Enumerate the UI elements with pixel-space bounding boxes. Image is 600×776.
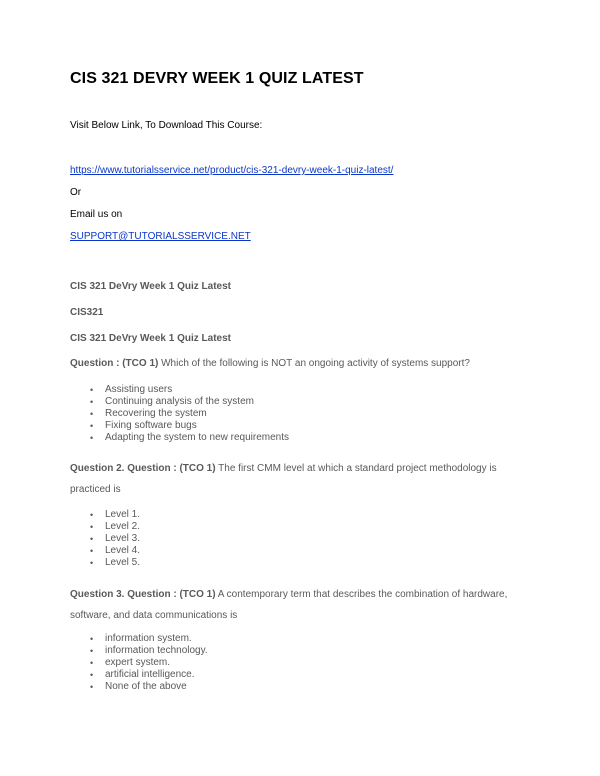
course-link[interactable]: https://www.tutorialsservice.net/product/cis-321-devry-week-1-quiz-latest/ xyxy=(70,165,394,176)
list-item: • expert system. xyxy=(90,657,171,668)
support-email-link[interactable]: SUPPORT@TUTORIALSSERVICE.NET xyxy=(70,231,251,242)
bullet-icon: • xyxy=(90,670,94,680)
question-1-options xyxy=(90,384,289,444)
bullet-icon: • xyxy=(90,534,94,544)
question-2-label: Question 2. Question : (TCO 1) xyxy=(70,463,216,474)
course-code: CIS321 xyxy=(70,307,104,318)
bullet-icon: • xyxy=(90,385,94,395)
question-3-text: A contemporary term that describes the combination of hardware, xyxy=(215,589,508,600)
list-item: • Level 1. xyxy=(90,509,141,520)
list-item: • None of the above xyxy=(90,681,187,692)
list-item: • Fixing software bugs xyxy=(90,420,197,431)
bullet-icon: • xyxy=(90,546,94,556)
course-heading: CIS 321 DeVry Week 1 Quiz Latest xyxy=(70,281,232,292)
bullet-icon: • xyxy=(90,682,94,692)
list-item: • Adapting the system to new requirements xyxy=(90,432,289,443)
bullet-icon: • xyxy=(90,510,94,520)
question-2-options xyxy=(90,509,140,569)
list-item: • Level 3. xyxy=(90,533,141,544)
question-2-text: The first CMM level at which a standard project methodology is xyxy=(215,463,497,474)
question-3-label: Question 3. Question : (TCO 1) xyxy=(70,589,216,600)
bullet-icon: • xyxy=(90,634,94,644)
list-item: • Assisting users xyxy=(90,384,173,395)
document-title: CIS 321 DEVRY WEEK 1 QUIZ LATEST xyxy=(70,70,364,87)
list-item: • artificial intelligence. xyxy=(90,669,195,680)
bullet-icon: • xyxy=(90,421,94,431)
bullet-icon: • xyxy=(90,658,94,668)
list-item: • information technology. xyxy=(90,645,208,656)
list-item: • Recovering the system xyxy=(90,408,207,419)
list-item: • Level 2. xyxy=(90,521,141,532)
or-text: Or xyxy=(70,187,82,198)
question-1-label: Question : (TCO 1) xyxy=(70,358,159,369)
question-1 xyxy=(70,353,470,374)
bullet-icon: • xyxy=(90,433,94,443)
bullet-icon: • xyxy=(90,646,94,656)
email-label: Email us on xyxy=(70,209,123,220)
bullet-icon: • xyxy=(90,409,94,419)
list-item: • Continuing analysis of the system xyxy=(90,396,254,407)
list-item: • Level 5. xyxy=(90,557,141,568)
question-3-text-cont: software, and data communications is xyxy=(70,610,238,621)
question-1-text: Which of the following is NOT an ongoing activity of systems support? xyxy=(158,358,470,369)
bullet-icon: • xyxy=(90,397,94,407)
question-3 xyxy=(70,584,507,605)
course-subheading: CIS 321 DeVry Week 1 Quiz Latest xyxy=(70,333,232,344)
list-item: • information system. xyxy=(90,633,192,644)
visit-text: Visit Below Link, To Download This Course: xyxy=(70,120,263,131)
bullet-icon: • xyxy=(90,522,94,532)
list-item: • Level 4. xyxy=(90,545,141,556)
question-3-options xyxy=(90,633,208,693)
bullet-icon: • xyxy=(90,558,94,568)
question-2 xyxy=(70,458,497,479)
question-2-text-cont: practiced is xyxy=(70,484,121,495)
